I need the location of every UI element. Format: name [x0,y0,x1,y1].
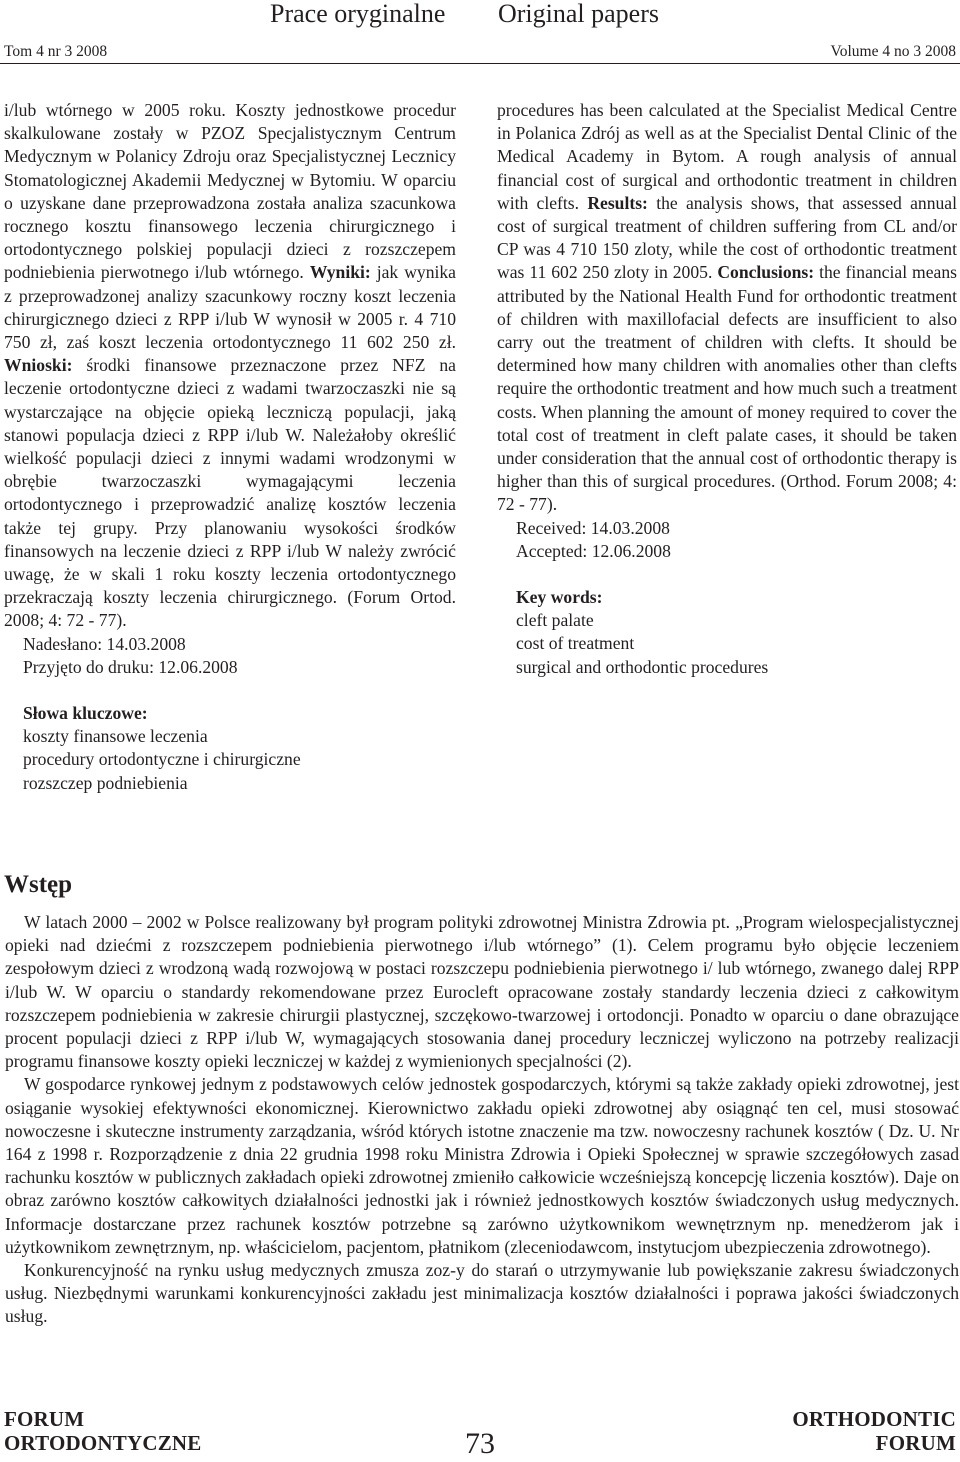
journal-section-title-pl: Prace oryginalne [270,0,446,28]
abstract-pl-text [4,99,456,633]
keywords-pl [4,702,456,795]
keyword-pl-item: procedury ortodontyczne i chirurgiczne [23,749,301,770]
keyword-pl-item: rozszczep podniebienia [23,772,188,793]
abstract-en [497,99,957,679]
accepted-date-pl: Przyjęto do druku: 12.06.2008 [23,656,238,677]
keyword-pl-item: koszty finansowe leczenia [23,726,208,747]
issue-label-en: Volume 4 no 3 2008 [830,43,956,60]
footer-journal-en [792,1407,956,1455]
page-number: 73 [465,1427,495,1460]
body-paragraph: Konkurencyjność na rynku usług medycznych zmusza zoz-y do starań o utrzymywanie lub powiększanie zakresu świadczonych usług. Niezbędnymi warunkami konkurencyjności zakładu jest minimalizacja kosztów działalności i poprawa jakości świadczonych usług. [5,1260,959,1327]
keywords-en-title: Key words: [516,587,603,608]
abstract-en-results-label: Results: [587,192,648,213]
abstract-pl-results-label: Wyniki: [309,262,371,283]
footer-journal-en-line2: FORUM [875,1431,956,1455]
keyword-en-item: cleft palate [516,610,594,631]
header-rule [0,63,960,64]
keyword-en-item: cost of treatment [516,633,635,654]
received-date-pl: Nadesłano: 14.03.2008 [23,633,186,654]
footer-journal-pl-line2: ORTODONTYCZNE [4,1431,202,1455]
abstract-pl-part3: środki finansowe przeznaczone przez NFZ na leczenie ortodontyczne dzieci z wadami twarzoczaszki nie są wystarczające na objęcie opieką leczniczą populacji, jaką stanowi populacja dzieci z RPP i/lub W. Należałoby określić wielkość populacji dzieci z innymi wadami wrodzonymi w obrębie twarzoczaszki wymagającymi leczenia ortodontycznego i przeprowadzić analizę kosztów leczenia także tej grupy. Przy planowaniu wysokości środków finansowych na leczenie dzieci z RPP i/lub W należy zwrócić uwagę, że w skali 1 roku koszty leczenia ortodontycznego przekraczają koszty leczenia chirurgicznego. (Forum Ortod. 2008; 4: 72 - 77). [4,355,456,631]
body-paragraph: W gospodarce rynkowej jednym z podstawowych celów jednostek gospodarczych, którymi są także zakłady opieki zdrowotnej, jest osiąganie wysokiej efektywności ekonomicznej. Kierownictwo zakładu opieki zdrowotnej aby osiągnąć ten cel, musi stosować nowoczesne i skuteczne instrumenty zarządzania, wśród których istotne znaczenie ma tzw. nowoczesny rachunek kosztów ( Dz. U. Nr 164 z 1998 r. Rozporządzenie z dnia 22 grudnia 1998 roku Ministra Zdrowia i Opieki Społecznej w sprawie szczegółowych zasad rachunku kosztów w publicznych zakładach opieki zdrowotnej zmieniło całkowicie wcześniejszą koncepcję liczenia kosztów). Daje on obraz zarówno kosztów całkowitych działalności jednostki jak i również jednostkowych kosztów świadczonych usług medycznych. Informacje dostarczane przez rachunek kosztów potrzebne są zarówno użytkownikom wewnętrznym np. menedżerom jak i użytkownikom zewnętrznym, np. właścicielom, pacjentom, płatnikom (zleceniodawcom, instytucjom ubezpieczenia zdrowotnego). [5,1074,959,1257]
journal-section-title-en: Original papers [498,0,660,28]
abstract-en-part1: procedures has been calculated at the Specialist Medical Centre in Polanica Zdrój as well as at the Specialist Dental Clinic of the Medical Academy in Bytom. A rough analysis of annual financial cost of surgical and orthodontic treatment in children with clefts. [497,100,957,213]
abstract-pl-part2: jak wynika z przeprowadzonej analizy szacunkowy roczny koszt leczenia chirurgicznego dzieci z RPP i/lub W wynosił w 2005 r. 4 710 750 zł, zaś koszt leczenia ortodontycznego 11 602 250 zł. [4,262,456,353]
abstract-pl [4,99,456,795]
section-body [5,911,959,1329]
abstract-en-part3: the financial means attributed by the National Health Fund for orthodontic treatment of children with maxillofacial defects are insufficient to also carry out the treatment of children with clefts. It should be determined how many children with anomalies other than clefts require the orthodontic treatment and how much such a treatment costs. When planning the amount of money required to cover the total cost of treatment in cleft palate cases, it should be taken under consideration that the annual cost of orthodontic therapy is higher than this of surgical procedures. (Orthod. Forum 2008; 4: 72 - 77). [497,262,957,515]
footer-journal-pl [4,1407,202,1455]
footer-journal-pl-line1: FORUM [4,1407,85,1431]
keyword-en-item: surgical and orthodontic procedures [516,656,769,677]
abstract-pl-part1: i/lub wtórnego w 2005 roku. Koszty jednostkowe procedur skalkulowane zostały w PZOZ Specjalistycznym Centrum Medycznym w Polanicy Zdroju oraz Specjalistycznej Lecznicy Stomatologicznej Akademii Medycznej w Bytomiu. W oparciu o uzyskane dane przeprowadzona została analiza szacunkowa rocznego kosztu finansowego leczenia chirurgicznego i ortodontycznego polskiej populacji dzieci z rozszczepem podniebienia pierwotnego i/lub wtórnego. [4,100,456,283]
abstract-en-part2: the analysis shows, that assessed annual cost of surgical treatment of children suffering from CL and/or CP was 4 710 150 zloty, while the cost of orthodontic treatment was 11 602 250 zloty in 2005. [497,192,957,283]
abstract-en-conclusions-label: Conclusions: [717,262,815,283]
body-paragraph: W latach 2000 – 2002 w Polsce realizowany był program polityki zdrowotnej Ministra Zdrowia pt. „Program wielospecjalistycznej opieki nad dziećmi z rozszczepem podniebienia pierwotnego i/lub wtórnego” (1). Celem programu było objęcie leczeniem zespołowym dzieci z wrodzoną wadą rozwojową w postaci rozszczepu podniebienia pierwotnego i/ lub wtórnego, zwanego dalej RPP i/lub W. W oparciu o standardy rekomendowane przez Eurocleft opracowane zostały standardy leczenia dzieci z całkowitym rozszczepem podniebienia w zakresie chirurgii plastycznej, szczękowo-twarzowej i ortodoncji. Ponadto w oparciu o dane obrazujące procent populacji dzieci z RPP i/lub W, wymagających stosowania danej procedury leczniczej wyliczono na potrzeby realizacji programu finansowe koszty opieki leczniczej w każdej z wymienionych specjalności (2). [5,912,959,1072]
footer-journal-en-line1: ORTHODONTIC [792,1407,956,1431]
abstract-pl-conclusions-label: Wnioski: [4,355,73,376]
issue-label-pl: Tom 4 nr 3 2008 [4,43,108,60]
accepted-date-en: Accepted: 12.06.2008 [516,540,671,561]
received-date-en: Received: 14.03.2008 [516,517,670,538]
keywords-pl-title: Słowa kluczowe: [23,703,148,724]
section-title: Wstęp [4,871,73,898]
abstract-en-text [497,99,957,517]
keywords-en [497,586,957,679]
